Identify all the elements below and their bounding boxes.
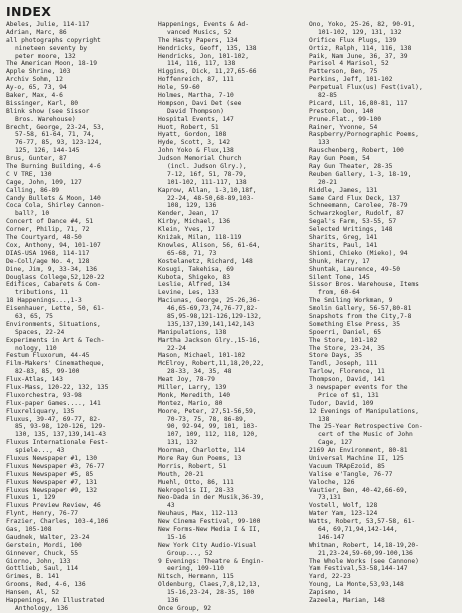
- index-entry: Fluxus Newspaper #9, 132: [6, 486, 97, 494]
- index-entry: The American Moon, 18-19: [6, 60, 97, 68]
- index-entry-continuation: 82-85: [318, 92, 337, 100]
- index-entry: Festum Fluxorum, 44-45: [6, 352, 90, 360]
- index-entry: Maciunas, George, 25-26,36-: [158, 297, 261, 305]
- index-entry-continuation: 107, 109, 112, 118, 120,: [167, 431, 258, 439]
- index-entry: Kirby, Michael, 136: [158, 218, 231, 226]
- index-entry: Montez, Mario, 80: [158, 399, 223, 407]
- index-entry: Edifices, Cabarets & Com-: [6, 281, 101, 289]
- index-entry: Oldenburg, Claes,7,8,12,13,: [158, 581, 261, 589]
- index-entry: Rainer, Yvonne, 54: [309, 123, 378, 131]
- index-entry: Grooms, Red, 4-6, 136: [6, 581, 86, 589]
- index-entry: Hoffenreich, 87, 111: [158, 76, 234, 84]
- index-entry: Thompson, David, 141: [309, 376, 385, 384]
- index-entry-continuation: 63, 65, 75: [15, 312, 53, 320]
- index-entry: Zapismo, 14: [309, 589, 351, 597]
- index-entry: Monk, Meredith, 140: [158, 391, 231, 399]
- index-entry: Cox, Anthony, 94, 101-107: [6, 241, 101, 249]
- index-entry: Fluxus 1, 129: [6, 494, 56, 502]
- index-entry-continuation: spiele..., 43: [15, 447, 65, 455]
- index-entry: Corner, Philip, 71, 72: [6, 226, 90, 234]
- index-entry: Brus, Gunter, 87: [6, 155, 67, 163]
- index-entry-continuation: 131, 132: [167, 439, 198, 447]
- index-entry: Spoerri, Daniel, 65: [309, 328, 382, 336]
- index-entry: Concert of Dance #4, 51: [6, 218, 94, 226]
- index-entry: Shiomi, Chieko (Mieko), 94: [309, 249, 408, 257]
- index-entry: Leslie, Alfred, 134: [158, 281, 231, 289]
- index-entry: McElroy, Robert,11,18,20,22,: [158, 360, 265, 368]
- index-entry: The Store, 101-102: [309, 336, 378, 344]
- index-entry: Dine, Jim, 9, 33-34, 136: [6, 265, 97, 273]
- index-entry: Vacuum TRApEzoid, 85: [309, 462, 385, 470]
- index-entry: Fluxus Newspaper #7, 131: [6, 478, 97, 486]
- index-entry-continuation: tributions, 11: [15, 289, 69, 297]
- index-entry: Coca Cola, Shirley Cannon-: [6, 202, 105, 210]
- index-entry: John Yoko & Flux,138: [158, 147, 234, 155]
- index-entry: Riddle, James, 131: [309, 186, 378, 194]
- index-entry-continuation: nineteen seventy by: [15, 44, 88, 52]
- index-entry: Experiments in Art & Tech-: [6, 336, 105, 344]
- index-entry: Yam Festival,53-58,144-147: [309, 565, 408, 573]
- index-entry-continuation: 15-16,23-24, 28-35, 100: [167, 589, 255, 597]
- index-entry: Huot, Robert, 51: [158, 123, 219, 131]
- index-entry-continuation: ball?, 10: [15, 210, 50, 218]
- index-entry: Apple Shrine, 103: [6, 68, 71, 76]
- index-entry: 18 Happenings...,1-3: [6, 297, 82, 305]
- index-entry: Kaprow, Allan, 1-3,10,18f,: [158, 186, 257, 194]
- index-entry-continuation: 28-33, 34, 35, 48: [167, 368, 232, 376]
- index-entry: The Burning Building, 4-6: [6, 163, 101, 171]
- index-entry: The Smiling Workman, 9: [309, 297, 393, 305]
- index-entry: Kubota, Shigeko, 83: [158, 273, 231, 281]
- index-entry: Segal's Farm, 53-55, 57: [309, 218, 397, 226]
- index-entry: Flux-Atlas, 143: [6, 376, 63, 384]
- index-entry: Smolin Gallery, 56-57,80-81: [309, 305, 412, 313]
- index-entry: Martha Jackson Glry.,15-16,: [158, 336, 261, 344]
- index-entry: Bissinger, Karl, 80: [6, 99, 79, 107]
- index-entry: Nitsch, Hermann, 115: [158, 573, 234, 581]
- index-entry-continuation: 21,23-24,59-60,99-100,136: [318, 549, 413, 557]
- index-entry: Schwarzkogler, Rudolf, 87: [309, 210, 404, 218]
- index-entry: Baker, Max, 4-6: [6, 92, 63, 100]
- index-entry: Whitman, Robert, 14,18-19,20-: [309, 541, 419, 549]
- index-entry: Meat Joy, 78-79: [158, 376, 215, 384]
- index-entry-continuation: 85, 93-98, 120-126, 129-: [15, 423, 106, 431]
- index-entry: Same Card Flux Deck, 137: [309, 194, 400, 202]
- index-entry: Yard, 22-23: [309, 573, 351, 581]
- index-entry: Parisol 4 Marisol, 52: [309, 60, 389, 68]
- index-entry: Fluxus Newspaper #1, 130: [6, 454, 97, 462]
- index-column-3: [309, 21, 459, 605]
- index-entry: Happenings, An Illustrated: [6, 597, 105, 605]
- index-entry: Archiv Sohm, 12: [6, 76, 63, 84]
- index-entry-continuation: 136: [167, 597, 179, 605]
- index-entry: Calling, 86-89: [6, 186, 60, 194]
- index-entry-continuation: 46,65-69,73,74,76-77,82-: [167, 305, 258, 313]
- index-entry: Gas, 105-108: [6, 526, 52, 533]
- index-entry-continuation: vanced Musics, 52: [167, 28, 232, 36]
- index-entry: Neo-Dada in der Musik,36-39,: [158, 494, 265, 502]
- index-entry: Gerstein, Mordi, 100: [6, 541, 82, 549]
- index-entry: Flynt, Henry, 76-77: [6, 510, 79, 518]
- index-entry: Vostell, Wolf, 128: [309, 502, 378, 510]
- index-entry: Hyde, Scott, 3, 142: [158, 139, 231, 147]
- index-entry: Kostelanetz, Richard, 148: [158, 257, 253, 265]
- index-entry-continuation: cert of the Music of John: [318, 431, 413, 439]
- index-entry: Morris, Robert, 51: [158, 462, 227, 470]
- index-entry: Hole, 59-60: [158, 84, 200, 92]
- index-entry-continuation: 65-68, 71, 73: [167, 249, 217, 257]
- index-entry-continuation: 101-102, 129, 131, 132: [318, 28, 402, 36]
- index-entry: Giorno, John, 133: [6, 557, 71, 565]
- index-entry: Snapshots from the City,7-8: [309, 312, 412, 320]
- index-entry: Paik, Nam June, 36, 37, 39: [309, 52, 408, 60]
- index-entry-continuation: 130, 135, 137,139,141-43: [15, 431, 106, 439]
- index-entry: Ray Gun Poem, 54: [309, 155, 370, 163]
- index-entry: Environments, Situations,: [6, 320, 101, 328]
- index-entry: Flux-Mass, 120-22, 132, 135: [6, 383, 109, 391]
- index-entry: Moore, Peter, 27,51-56,59,: [158, 407, 257, 415]
- index-entry-continuation: Spaces, 22-24: [15, 328, 65, 336]
- index-entry: Orifice Flux Plugs, 139: [309, 36, 397, 44]
- index-entry: Eisenhauer, Lette, 50, 61-: [6, 305, 105, 313]
- index-entry-continuation: 114, 116, 117, 138: [167, 60, 236, 68]
- index-entry: Rauschenberg, Robert, 100: [309, 147, 404, 155]
- index-entry: Muehl, Otto, 86, 111: [158, 478, 234, 486]
- index-entry: Hendricks, Jon, 101-102,: [158, 52, 249, 60]
- index-entry: Kender, Jean, 17: [158, 210, 219, 218]
- index-entry: Store Days, 35: [309, 352, 363, 360]
- index-entry: Fluxus Internationale Fest-: [6, 439, 109, 447]
- page-title: INDEX: [6, 4, 52, 19]
- index-entry-continuation: 73,131: [318, 494, 341, 502]
- index-entry: Picard, Lil, 16,80-81, 117: [309, 99, 408, 107]
- index-entry: Ray Gun Theater, 28-35: [309, 163, 393, 171]
- index-entry: Abeles, Julie, 114-117: [6, 21, 90, 28]
- index-column-2: [158, 21, 308, 613]
- index-entry-continuation: 15-16: [167, 533, 186, 541]
- index-entry: 12 Evenings of Manipulations,: [309, 407, 419, 415]
- index-entry-continuation: David Thompson): [167, 107, 224, 115]
- index-entry: Ay-o, 65, 73, 94: [6, 84, 67, 92]
- index-entry: Miller, Larry, 139: [158, 383, 227, 391]
- index-entry: Tandl, Joseph, 111: [309, 360, 378, 368]
- index-entry: Schneemann, Carolee, 78-79: [309, 202, 408, 210]
- index-entry-continuation: 135,137,139,141,142,143: [167, 320, 255, 328]
- index-entry: De-Coll/age No. 4, 128: [6, 257, 90, 265]
- index-entry-continuation: peter moore, 132: [15, 52, 76, 60]
- index-entry: DIAS-USA 1968, 114-117: [6, 249, 90, 257]
- index-entry-continuation: 7-12, 16f, 51, 78-79,: [167, 170, 247, 178]
- index-entry: Preston, Don, 140: [309, 107, 374, 115]
- index-entry: Grimes, B. 141: [6, 573, 60, 581]
- index-entry: Ortiz, Ralph, 114, 116, 138: [309, 44, 412, 52]
- index-entry: The Hasty Papers, 134: [158, 36, 238, 44]
- index-entry: Ono, Yoko, 25-26, 82, 90-91,: [309, 21, 416, 28]
- index-entry-continuation: 20-21: [318, 178, 337, 186]
- index-entry: Sharits, Paul, 141: [309, 241, 378, 249]
- index-entry-continuation: 22-24, 48-50,68-89,103-: [167, 194, 255, 202]
- index-entry-continuation: (incl. Judson Glry.),: [167, 163, 247, 171]
- index-entry: Levine, Les, 133: [158, 289, 219, 297]
- index-entry-continuation: 146-147: [318, 533, 345, 541]
- index-entry-continuation: 125, 126, 144-145: [15, 147, 80, 155]
- index-entry: Fluxus Newspaper #5, 85: [6, 470, 94, 478]
- index-entry: Gottlieb, Saul, 114: [6, 565, 79, 573]
- index-entry-continuation: 133: [318, 139, 330, 147]
- index-entry: Fluxorchestra, 93-98: [6, 391, 82, 399]
- index-entry-continuation: 101-102, 111-117, 138: [167, 178, 247, 186]
- index-entry: Sharits, Greg, 141: [309, 234, 378, 242]
- index-entry: Tarlow, Florence, 11: [309, 368, 385, 376]
- index-entry: Vautier, Ben, 40-42,66-69,: [309, 486, 408, 494]
- index-entry: Water Yam, 123-124: [309, 510, 378, 518]
- index-entry: Silent Tone, 145: [309, 273, 370, 281]
- index-entry: Universal Machine II, 125: [309, 454, 404, 462]
- index-entry: 2169 An Environment, 80-81: [309, 447, 408, 455]
- index-entry: 9 Evenings: Theatre & Engin-: [158, 557, 265, 565]
- index-entry: Shunk, Harry, 17: [309, 257, 370, 265]
- index-entry: Flux-paper Games...., 141: [6, 399, 101, 407]
- index-entry: Holmes, Martha, 7-10: [158, 92, 234, 100]
- index-entry: Gaudnek, Walter, 23-24: [6, 533, 90, 541]
- index-entry: Valise e'Tangle, 76-77: [309, 470, 393, 478]
- index-entry-continuation: Anthology, 136: [15, 604, 69, 612]
- index-entry: The Whole Works (see Cannone): [309, 557, 419, 565]
- index-entry: Young, La Monte,53,93,148: [309, 581, 404, 589]
- index-entry: Watts, Robert, 53,57-58, 61-: [309, 518, 416, 526]
- index-entry: Perkins, Jeff, 101-102: [309, 76, 393, 84]
- index-entry-continuation: 85,95-98,121-126,129-132,: [167, 312, 262, 320]
- index-entry: Fluxus Preview Review, 46: [6, 502, 101, 510]
- index-entry-continuation: 64, 69,71,94,142-144,: [318, 526, 398, 533]
- index-entry: Tudor, David, 109: [309, 399, 374, 407]
- index-entry: Something Else Press, 35: [309, 320, 400, 328]
- index-entry: Frazier, Charles, 103-4,106: [6, 518, 109, 526]
- index-entry: Candy Bullets & Moon, 140: [6, 194, 101, 202]
- index-entry: Klein, Yves, 17: [158, 226, 215, 234]
- index-entry-continuation: 108, 129, 136: [167, 202, 217, 210]
- index-entry: Perpetual Flux(us) Fest(ival),: [309, 84, 423, 92]
- index-entry: Film-Makers' Cinematheque,: [6, 360, 105, 368]
- index-entry: Douglass College,52,120-22: [6, 273, 105, 281]
- index-entry: New Cinema Festival, 99-100: [158, 518, 261, 526]
- index-entry: The Courtyard, 48-50: [6, 234, 82, 242]
- index-entry: Patterson, Ben, 75: [309, 68, 378, 76]
- index-entry: Sissor Bros. Warehouse, Items: [309, 281, 419, 289]
- index-entry: The 25-Year Retrospective Con-: [309, 423, 423, 431]
- index-entry: Prune.Flat., 99-100: [309, 115, 382, 123]
- index-entry: Raspberry/Pornographic Poems,: [309, 131, 419, 139]
- index-column-1: [6, 21, 156, 613]
- index-entry-continuation: 22-24: [167, 344, 186, 352]
- index-entry: Happenings, Events & Ad-: [158, 21, 249, 28]
- index-entry: Mason, Michael, 101-102: [158, 352, 246, 360]
- index-entry: The Store, 23-24, 35: [309, 344, 385, 352]
- index-entry: New York City Audio-Visual: [158, 541, 257, 549]
- index-entry-continuation: Group..., 52: [167, 549, 213, 557]
- index-entry: Moorman, Charlotte, 114: [158, 447, 246, 455]
- index-entry: Hyatt, Gordon, 108: [158, 131, 227, 139]
- index-entry: Kosugi, Takehisa, 69: [158, 265, 234, 273]
- index-entry-continuation: Bros. Warehouse): [15, 115, 76, 123]
- index-entry: Once Group, 92: [158, 604, 212, 612]
- index-entry: Fluxus Newspaper #3, 76-77: [6, 462, 105, 470]
- index-entry: Hompson, Davi Det (see: [158, 99, 242, 107]
- index-entry: Hospital Events, 147: [158, 115, 234, 123]
- index-entry: Fluxus, 39-47, 69-77, 82-: [6, 415, 101, 423]
- index-entry: Shuntak, Laurence, 49-50: [309, 265, 400, 273]
- index-entry-continuation: eering, 109-110: [167, 565, 224, 573]
- index-entry-continuation: 82-83, 85, 99-100: [15, 368, 80, 376]
- index-entry-continuation: Price of $1, 131: [318, 391, 379, 399]
- index-entry: Neuhaus, Max, 112-113: [158, 510, 238, 518]
- index-entry: Mouth, 20-21: [158, 470, 204, 478]
- index-entry: Fluxreliquary, 135: [6, 407, 75, 415]
- index-entry-continuation: 57-58, 61-64, 71, 74,: [15, 131, 95, 139]
- index-entry: Zazeela, Marian, 148: [309, 597, 385, 605]
- index-entry: C V TRE, 130: [6, 170, 52, 178]
- index-entry: Higgins, Dick, 11,27,65-66: [158, 68, 257, 76]
- index-entry-continuation: 43: [167, 502, 175, 510]
- index-entry: Cage, John, 109, 127: [6, 178, 82, 186]
- index-entry: Judson Memorial Church: [158, 155, 242, 163]
- index-entry: Reuben Gallery, 1-3, 18-19,: [309, 170, 412, 178]
- index-entry: Manipulations, 138: [158, 328, 227, 336]
- index-entry: Adrian, Marc, 86: [6, 28, 67, 36]
- index-entry-continuation: from, 60-64: [318, 289, 360, 297]
- index-entry-continuation: Cage, 127: [318, 439, 353, 447]
- index-entry-continuation: 70-73, 75, 78, 86-89,: [167, 415, 247, 423]
- index-entry: More Ray Gun Poems, 13: [158, 454, 242, 462]
- index-entry: Nekropolis II, 28-33: [158, 486, 234, 494]
- index-entry: Knowles, Alison, 56, 61-64,: [158, 241, 261, 249]
- index-entry-continuation: 90, 92-94, 99, 101, 103-: [167, 423, 258, 431]
- index-entry: 3 newspaper events for the: [309, 383, 408, 391]
- index-entry: Hendricks, Geoff, 135, 138: [158, 44, 257, 52]
- index-entry: Kniżak, Milan, 118-119: [158, 234, 242, 242]
- index-entry: Blink show (see Sissor: [6, 107, 90, 115]
- index-entry: Brecht, George, 23-24, 53,: [6, 123, 105, 131]
- index-entry-continuation: 138: [318, 415, 330, 423]
- index-entry: Hansen, Al, 52: [6, 589, 60, 597]
- index-entry: all photographs copyright: [6, 36, 101, 44]
- index-entry-continuation: 76-77, 85, 93, 123-124,: [15, 139, 103, 147]
- index-entry: Ginnever, Chuck, 55: [6, 549, 79, 557]
- index-entry-continuation: nology, 110: [15, 344, 57, 352]
- index-entry: Selected Writings, 148: [309, 226, 393, 234]
- index-entry: Valoche, 126: [309, 478, 355, 486]
- index-entry: New Forms-New Media I & II,: [158, 526, 261, 533]
